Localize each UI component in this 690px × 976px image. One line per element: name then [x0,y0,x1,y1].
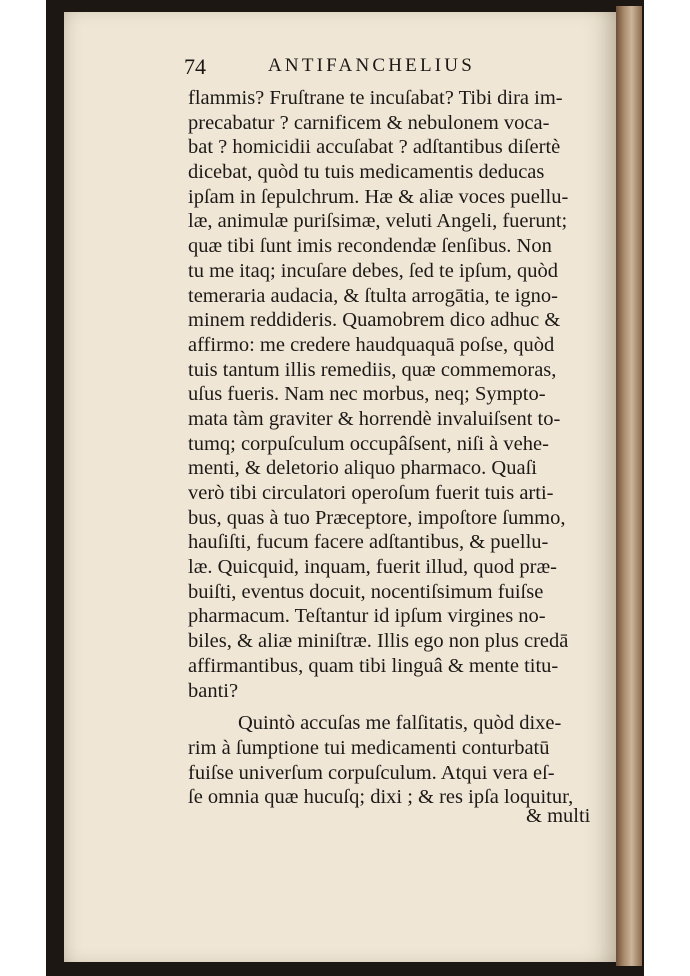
page-number: 74 [184,54,206,79]
text-line: flammis? Fruſtrane te incuſabat? Tibi dira im- [188,87,563,109]
text-line: bus, quas à tuo Præceptore, impoſtore ſummo, [188,506,566,529]
page-header [184,52,514,82]
text-line: banti? [188,679,239,702]
catchword: & multi [526,805,591,827]
text-line: ſe omnia quæ hucuſq; dixi ; & res ipſa loquitur, [188,786,574,809]
text-line: læ, animulæ puriſsimæ, veluti Angeli, fuerunt; [188,210,568,233]
body-text [188,86,608,810]
text-line: menti, & deletorio aliquo pharmaco. Quaſi [188,457,537,480]
text-line: hauſiſti, fucum facere adſtantibus, & puellu- [188,531,549,554]
text-line: quæ tibi ſunt imis recondendæ ſenſibus. Non [188,235,552,258]
text-line: læ. Quicquid, inquam, fuerit illud, quod præ- [188,556,557,579]
text-line: buiſti, eventus docuit, nocentiſsimum fuiſse [188,580,544,603]
text-line: precabatur ? carnificem & nebulonem voca- [188,111,550,134]
text-line: uſus fueris. Nam nec morbus, neq; Sympto- [188,383,546,406]
text-line: mata tàm graviter & horrendè invaluiſsent to- [188,407,561,430]
text-line: dicebat, quòd tu tuis medicamentis deducas [188,161,545,184]
text-line: affirmo: me credere haudquaquā poſse, quòd [188,333,555,356]
text-line: tumq; corpuſculum occupâſsent, niſi à vehe- [188,432,549,455]
text-line: temeraria audacia, & ſtulta arrogātia, te igno- [188,284,558,307]
running-title: ANTIFANCHELIUS [268,55,475,76]
page-edge [616,6,642,966]
text-line: verò tibi circulatori operoſum fuerit tuis arti- [188,482,554,504]
text-line: biles, & aliæ miniſtræ. Illis ego non plus credā [188,630,569,653]
text-line: pharmacum. Teſtantur id ipſum virgines no- [188,605,546,628]
text-line: ipſam in ſepulchrum. Hæ & aliæ voces puellu- [188,185,569,208]
text-line: tu me itaq; incuſare debes, ſed te ipſum, quòd [188,259,559,282]
paragraph-start-line: Quintò accuſas me falſitatis, quòd dixe- [238,712,562,735]
text-line: rim à ſumptione tui medicamenti conturbatū [188,736,550,759]
text-line: bat ? homicidii accuſabat ? adſtantibus diſertè [188,136,561,159]
text-line: tuis tantum illis remediis, quæ commemoras, [188,358,557,381]
text-line: minem reddideris. Quamobrem dico adhuc & [188,309,561,332]
text-line: affirmantibus, quam tibi linguâ & mente titu- [188,654,559,677]
text-line: fuiſse univerſum corpuſculum. Atqui vera eſ- [188,761,555,784]
